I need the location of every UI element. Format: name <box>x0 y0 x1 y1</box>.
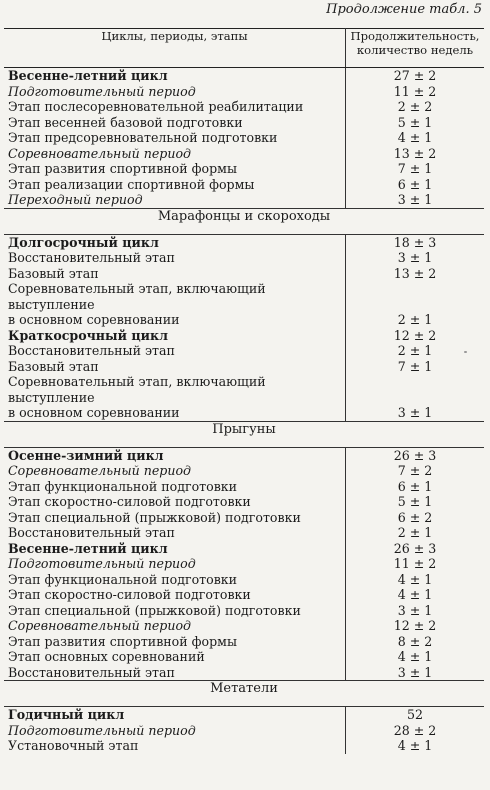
scan-speck <box>464 351 467 353</box>
row-label-continuation: в основном соревновании <box>8 405 180 420</box>
table-row <box>4 374 484 421</box>
table-row <box>4 250 484 266</box>
row-label-cell <box>4 525 346 541</box>
row-duration: 3 ± 1 <box>346 665 485 681</box>
row-duration: 6 ± 1 <box>346 479 485 495</box>
row-label-cell <box>4 281 346 328</box>
section-title: Марафонцы и скороходы <box>4 208 484 234</box>
table-row <box>4 479 484 495</box>
section-header-row <box>4 681 484 707</box>
row-label-cell <box>4 479 346 495</box>
row-label-cell <box>4 146 346 162</box>
table-row <box>4 343 484 359</box>
row-label: Этап послесоревновательной реабилитации <box>8 99 304 114</box>
row-duration: 2 ± 2 <box>346 99 485 115</box>
table-body <box>4 68 484 754</box>
table-header-row <box>4 29 484 68</box>
row-label: Подготовительный период <box>8 722 196 738</box>
table-row <box>4 99 484 115</box>
table-row <box>4 115 484 131</box>
table-row <box>4 68 484 84</box>
row-label-cell <box>4 115 346 131</box>
row-label-cell <box>4 266 346 282</box>
row-duration: 2 ± 1 <box>346 343 485 359</box>
row-label: Весенне-летний цикл <box>8 68 168 83</box>
row-duration: 52 <box>346 707 485 723</box>
row-duration: 7 ± 1 <box>346 161 485 177</box>
periodization-table <box>4 28 484 754</box>
row-label: Базовый этап <box>8 265 99 281</box>
table-row <box>4 738 484 754</box>
table-row <box>4 463 484 479</box>
row-label: Соревновательный период <box>8 145 192 161</box>
table-row <box>4 84 484 100</box>
row-duration: 6 ± 1 <box>346 177 485 193</box>
table-row <box>4 359 484 375</box>
row-label: Весенне-летний цикл <box>8 540 168 556</box>
table-row <box>4 649 484 665</box>
row-duration: 3 ± 1 <box>346 192 485 208</box>
table-row <box>4 707 484 723</box>
row-label: Переходный период <box>8 192 143 207</box>
table-row <box>4 192 484 208</box>
row-label-cell <box>4 192 346 208</box>
row-duration: 4 ± 1 <box>346 572 485 588</box>
row-label: Восстановительный этап <box>8 343 175 358</box>
row-duration: 3 ± 1 <box>346 374 485 421</box>
row-label: Установочный этап <box>8 738 139 753</box>
header-duration-label: Продолжительность, количество недель <box>350 29 480 57</box>
row-label-cell <box>4 556 346 572</box>
row-duration: 8 ± 2 <box>346 634 485 650</box>
row-duration: 12 ± 2 <box>346 618 485 634</box>
row-duration: 4 ± 1 <box>346 738 485 754</box>
row-label-cell <box>4 447 346 463</box>
row-label-cell <box>4 343 346 359</box>
row-label: Этап скоростно-силовой подготовки <box>8 494 251 509</box>
row-duration: 11 ± 2 <box>346 84 485 100</box>
table-row <box>4 525 484 541</box>
table-row <box>4 266 484 282</box>
row-duration: 2 ± 1 <box>346 281 485 328</box>
table-row <box>4 510 484 526</box>
row-label-cell <box>4 328 346 344</box>
row-label-cell <box>4 359 346 375</box>
row-label: Подготовительный период <box>8 556 196 571</box>
row-label: Восстановительный этап <box>8 525 175 540</box>
row-label-cell <box>4 68 346 84</box>
row-label-cell <box>4 99 346 115</box>
row-duration: 28 ± 2 <box>346 723 485 739</box>
row-duration: 4 ± 1 <box>346 587 485 603</box>
section-header-row <box>4 208 484 234</box>
row-label: Этап весенней базовой подготовки <box>8 114 243 130</box>
table-row <box>4 634 484 650</box>
row-label-cell <box>4 161 346 177</box>
row-label-cell <box>4 510 346 526</box>
row-label-cell <box>4 374 346 421</box>
row-label: Этап основных соревнований <box>8 649 205 664</box>
table-row <box>4 494 484 510</box>
row-label: Соревновательный этап, включающий выступление <box>8 281 266 312</box>
row-label-cell <box>4 587 346 603</box>
section-title: Метатели <box>4 681 484 707</box>
table-row <box>4 572 484 588</box>
table-row <box>4 556 484 572</box>
row-label-continuation: в основном соревновании <box>8 312 180 327</box>
row-label: Базовый этап <box>8 358 99 374</box>
row-label: Соревновательный период <box>8 463 192 478</box>
table-row <box>4 161 484 177</box>
table-row <box>4 603 484 619</box>
row-label: Восстановительный этап <box>8 250 175 265</box>
row-duration: 7 ± 1 <box>346 359 485 375</box>
row-duration: 3 ± 1 <box>346 603 485 619</box>
row-label-cell <box>4 665 346 681</box>
row-label: Долгосрочный цикл <box>8 234 159 250</box>
row-label: Этап функциональной подготовки <box>8 571 238 587</box>
table-row <box>4 146 484 162</box>
table-caption: Продолжение табл. 5 <box>326 2 482 17</box>
row-label-cell <box>4 463 346 479</box>
row-label-cell <box>4 723 346 739</box>
table-row <box>4 618 484 634</box>
row-label: Восстановительный этап <box>8 664 175 680</box>
row-duration: 27 ± 2 <box>346 68 485 84</box>
row-duration: 11 ± 2 <box>346 556 485 572</box>
row-label-cell <box>4 234 346 250</box>
table-row <box>4 541 484 557</box>
row-label-cell <box>4 634 346 650</box>
row-label: Этап специальной (прыжковой) подготовки <box>8 602 301 618</box>
row-duration: 26 ± 3 <box>346 541 485 557</box>
table-row <box>4 281 484 328</box>
table-row <box>4 723 484 739</box>
row-label: Этап развития спортивной формы <box>8 161 237 176</box>
row-label: Этап скоростно-силовой подготовки <box>8 587 251 602</box>
row-duration: 26 ± 3 <box>346 447 485 463</box>
row-label-cell <box>4 84 346 100</box>
table-row <box>4 447 484 463</box>
row-duration: 5 ± 1 <box>346 494 485 510</box>
row-label: Этап специальной (прыжковой) подготовки <box>8 509 301 525</box>
row-label-cell <box>4 618 346 634</box>
row-duration: 5 ± 1 <box>346 115 485 131</box>
row-label: Этап развития спортивной формы <box>8 633 237 649</box>
table-row <box>4 234 484 250</box>
row-label: Этап реализации спортивной формы <box>8 176 255 192</box>
row-label: Соревновательный этап, включающий выступление <box>8 374 266 405</box>
row-label: Краткосрочный цикл <box>8 327 168 343</box>
row-duration: 13 ± 2 <box>346 266 485 282</box>
row-label-cell <box>4 603 346 619</box>
row-label-cell <box>4 541 346 557</box>
table-row <box>4 665 484 681</box>
row-duration: 12 ± 2 <box>346 328 485 344</box>
section-title: Прыгуны <box>4 421 484 447</box>
header-cycles: Циклы, периоды, этапы <box>4 29 346 68</box>
row-duration: 13 ± 2 <box>346 146 485 162</box>
row-label-cell <box>4 572 346 588</box>
row-label-cell <box>4 177 346 193</box>
row-duration: 18 ± 3 <box>346 234 485 250</box>
row-label-cell <box>4 649 346 665</box>
row-label: Этап предсоревновательной подготовки <box>8 130 278 145</box>
row-duration: 3 ± 1 <box>346 250 485 266</box>
row-label-cell <box>4 738 346 754</box>
table-row <box>4 130 484 146</box>
row-label-cell <box>4 494 346 510</box>
row-label: Осенне-зимний цикл <box>8 447 164 463</box>
table-row <box>4 328 484 344</box>
row-label-cell <box>4 707 346 723</box>
row-duration: 4 ± 1 <box>346 649 485 665</box>
row-duration: 7 ± 2 <box>346 463 485 479</box>
header-duration <box>346 29 485 68</box>
row-duration: 6 ± 2 <box>346 510 485 526</box>
row-label: Соревновательный период <box>8 618 192 633</box>
table-row <box>4 587 484 603</box>
row-label: Этап функциональной подготовки <box>8 478 238 494</box>
table-row <box>4 177 484 193</box>
row-label: Подготовительный период <box>8 83 196 99</box>
row-label: Годичный цикл <box>8 707 125 722</box>
section-header-row <box>4 421 484 447</box>
row-duration: 4 ± 1 <box>346 130 485 146</box>
row-label-cell <box>4 250 346 266</box>
row-label-cell <box>4 130 346 146</box>
row-duration: 2 ± 1 <box>346 525 485 541</box>
